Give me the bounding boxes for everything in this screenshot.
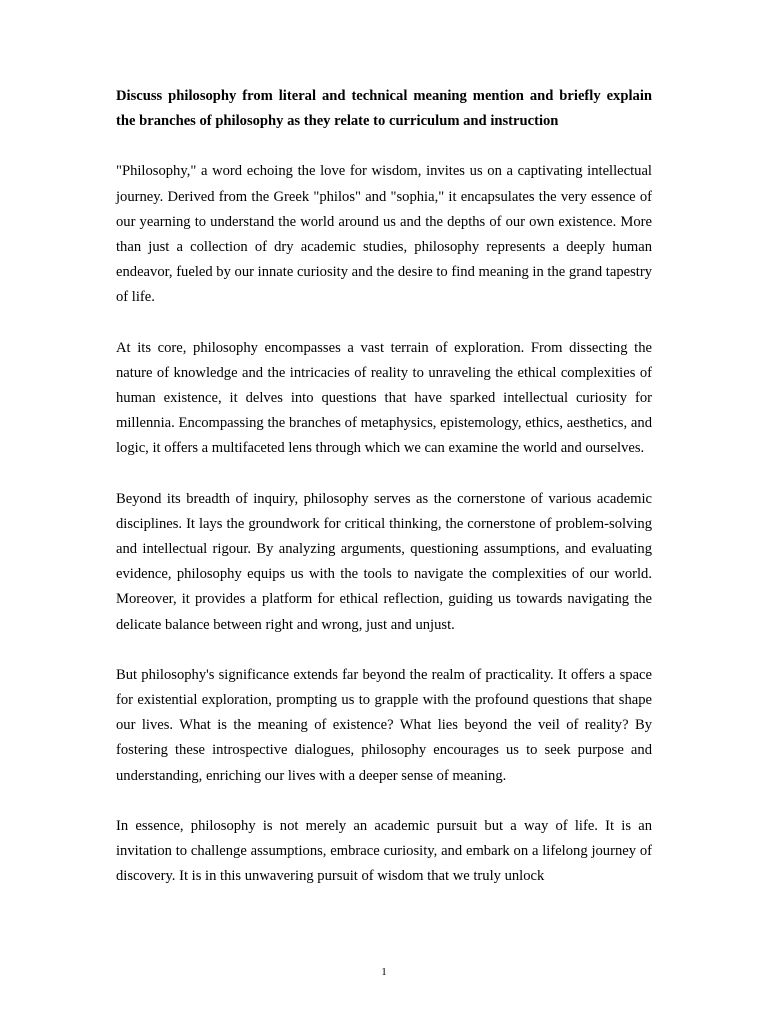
paragraph: Beyond its breadth of inquiry, philosophy serves as the cornerstone of various academic disciplines. It lays the groundwork for critical thinking, the cornerstone of problem-solving and intellectual rigour. By analyzing arguments, questioning assumptions, and evaluating evidence, philosophy equips us with the tools to navigate the complexities of our world. Moreover, it provides a platform for ethical reflection, guiding us towards navigating the delicate balance between right and wrong, just and unjust. <box>116 490 652 633</box>
document-heading: Discuss philosophy from literal and technical meaning mention and briefly explain the branches of philosophy as they relate to curriculum and instruction <box>116 88 652 130</box>
paragraph: At its core, philosophy encompasses a vast terrain of exploration. From dissecting the nature of knowledge and the intricacies of reality to unraveling the ethical complexities of human existence, it delves into questions that have sparked intellectual curiosity for millennia. Encompassing the branches of metaphysics, epistemology, ethics, aesthetics, and logic, it offers a multifaceted lens through which we can examine the world and ourselves. <box>116 339 652 457</box>
document-body <box>116 84 652 914</box>
paragraph: But philosophy's significance extends far beyond the realm of practicality. It offers a space for existential exploration, prompting us to grapple with the profound questions that shape our lives. What is the meaning of existence? What lies beyond the veil of reality? By fostering these introspective dialogues, philosophy encourages us to seek purpose and understanding, enriching our lives with a deeper sense of meaning. <box>116 666 652 784</box>
paragraph: In essence, philosophy is not merely an academic pursuit but a way of life. It is an invitation to challenge assumptions, embrace curiosity, and embark on a lifelong journey of discovery. It is in this unwavering pursuit of wisdom that we truly unlock <box>116 817 652 885</box>
paragraph: "Philosophy," a word echoing the love for wisdom, invites us on a captivating intellectual journey. Derived from the Greek "philos" and "sophia," it encapsulates the very essence of our yearning to understand the world around us and the depths of our own existence. More than just a collection of dry academic studies, philosophy represents a deeply human endeavor, fueled by our innate curiosity and the desire to find meaning in the grand tapestry of life. <box>116 163 652 306</box>
page-number: 1 <box>381 966 387 978</box>
